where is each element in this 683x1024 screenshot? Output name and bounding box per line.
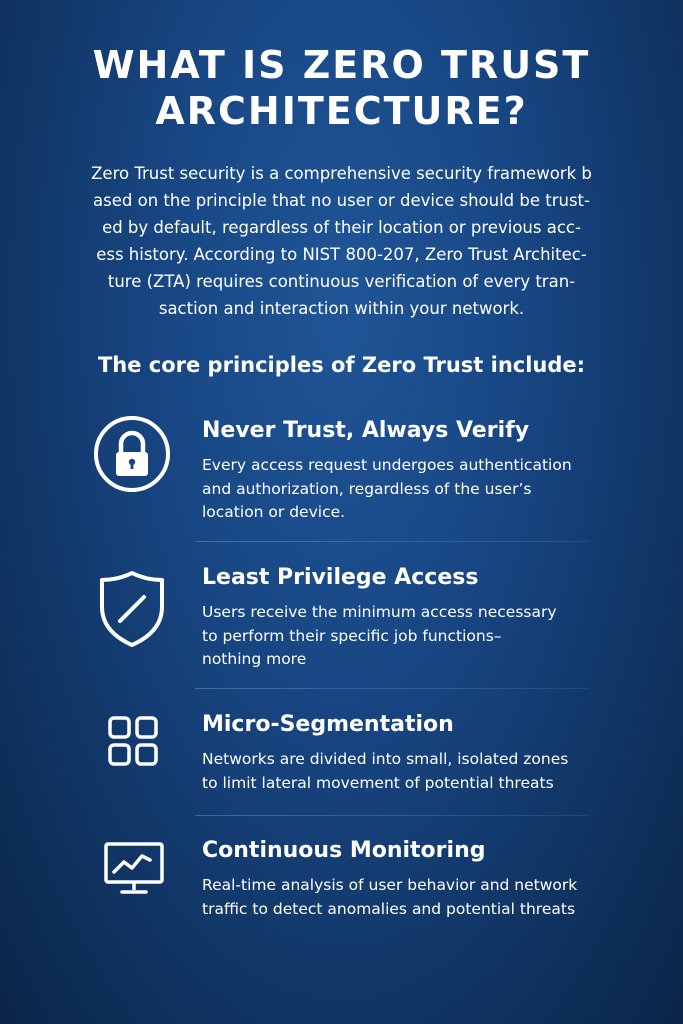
principle-description-line: and authorization, regardless of the user’s (202, 479, 532, 498)
intro-line: saction and interaction within your network. (158, 299, 525, 318)
principle-title: Micro-Segmentation (202, 712, 454, 737)
principle-never-trust (92, 416, 622, 526)
principle-description-line: location or device. (202, 503, 346, 521)
principle-description-line: Real-time analysis of user behavior and network (202, 876, 578, 894)
principles-subheading: The core principles of Zero Trust include: (97, 353, 586, 377)
principle-description (202, 601, 632, 672)
principle-description-line: nothing more (202, 650, 307, 668)
divider (195, 541, 590, 542)
principle-title: Continuous Monitoring (202, 838, 486, 863)
intro-line: ess history. According to NIST 800-207, Zero Trust Architec- (96, 245, 587, 264)
monitor-chart-icon (92, 836, 176, 920)
principle-least-privilege (92, 563, 622, 673)
grid-icon (92, 708, 176, 792)
divider (195, 688, 590, 689)
principle-title: Never Trust, Always Verify (202, 418, 530, 443)
principle-description (202, 454, 632, 525)
principle-description (202, 748, 632, 795)
intro-line: Zero Trust security is a comprehensive security framework b (91, 164, 592, 183)
principle-continuous-monitoring (92, 836, 622, 926)
principle-description-line: Every access request undergoes authentication (202, 456, 572, 474)
principle-description-line: Users receive the minimum access necessary (202, 603, 557, 621)
divider (195, 815, 590, 816)
principle-title: Least Privilege Access (202, 565, 479, 590)
intro-line: ased on the principle that no user or device should be trust- (93, 191, 590, 210)
principle-description-line: Networks are divided into small, isolated zones (202, 750, 569, 768)
page-title-line-2: ARCHITECTURE? (155, 89, 528, 133)
lock-icon (92, 416, 176, 500)
shield-icon (92, 567, 176, 651)
page-title-line-1: WHAT IS ZERO TRUST (92, 43, 591, 87)
principle-description-line: to perform their specific job functions– (202, 626, 502, 645)
principle-micro-segmentation (92, 710, 622, 800)
principle-description-line: traffic to detect anomalies and potential threats (202, 899, 576, 918)
page-title (40, 42, 643, 134)
principle-description (202, 874, 632, 921)
intro-line: ture (ZTA) requires continuous verification of every tran- (107, 272, 576, 291)
principle-description-line: to limit lateral movement of potential threats (202, 773, 554, 792)
intro-paragraph (70, 160, 613, 322)
intro-line: ed by default, regardless of their location or previous acc- (102, 218, 581, 237)
